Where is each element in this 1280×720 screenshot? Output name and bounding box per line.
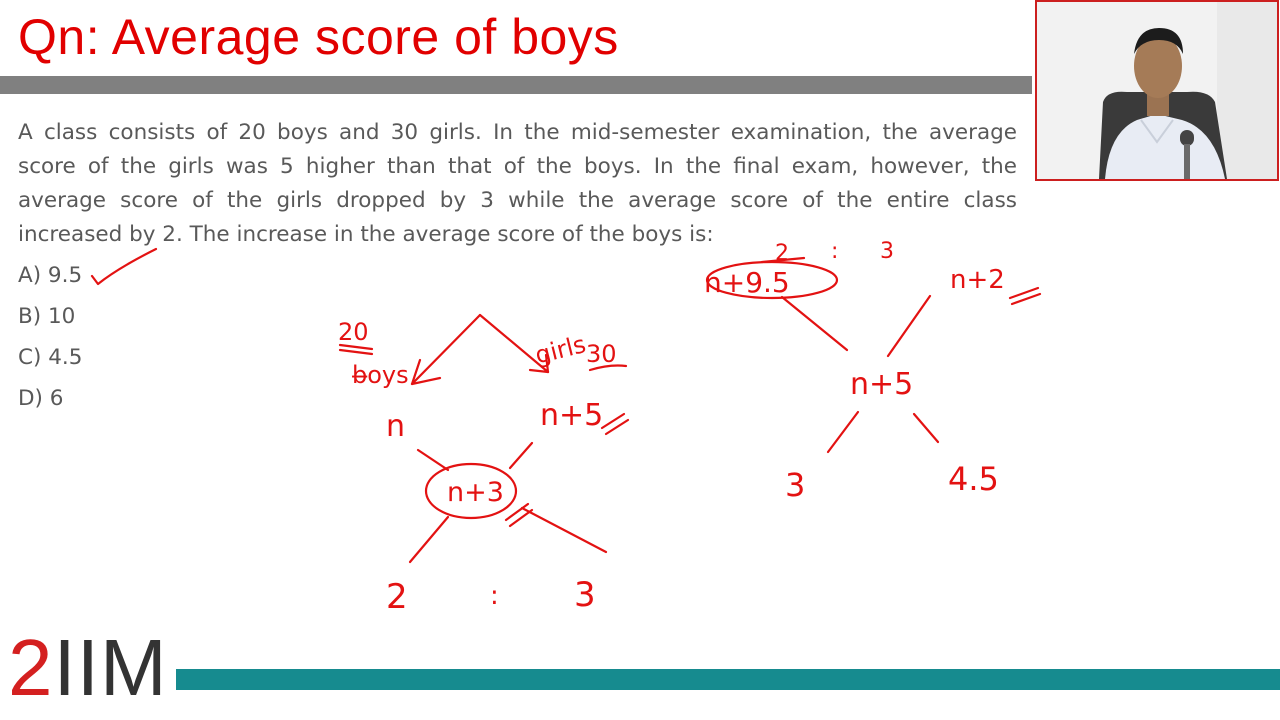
underline xyxy=(340,345,372,349)
logo-letters: IIM xyxy=(53,623,168,712)
option-a: A) 9.5 xyxy=(18,263,83,288)
right-mean: n+5 xyxy=(850,367,914,402)
ratio-sep: : xyxy=(490,581,499,611)
top-ratio-sep: : xyxy=(831,239,839,264)
mean-label: n+3 xyxy=(447,477,504,508)
ratio-left: 2 xyxy=(386,577,408,617)
arrow-to-boys xyxy=(412,315,480,384)
2iim-logo xyxy=(8,623,168,712)
tick-mark xyxy=(92,249,156,284)
question-text: A class consists of 20 boys and 30 girls. In the mid-semester examination, the average score of the girls was 5 higher than that of the boys. In the final exam, however, the average score of the girls dropped by 3 while the average score of the entire class increased by 2. The increase in the average score of the boys is: xyxy=(18,120,1017,247)
presenter-video xyxy=(1035,0,1279,181)
count-boys: 20 xyxy=(338,318,369,346)
label-boys: b̶oys xyxy=(352,361,409,389)
footer-bar xyxy=(176,669,1280,690)
count-girls: 30 xyxy=(586,340,617,368)
ratio-right: 3 xyxy=(574,575,596,615)
double-tick xyxy=(602,414,628,434)
option-b: B) 10 xyxy=(18,304,76,329)
option-c: C) 4.5 xyxy=(18,345,83,370)
left-diagram xyxy=(338,315,628,617)
boys-avg-circle xyxy=(707,262,837,298)
option-d: D) 6 xyxy=(18,386,64,411)
title-underline-bar xyxy=(0,76,1032,94)
top-ratio-left: 2 xyxy=(775,241,789,266)
diff-right: 4.5 xyxy=(948,460,999,498)
slide-title: Qn: Average score of boys xyxy=(18,9,619,65)
logo-digit: 2 xyxy=(8,623,54,712)
diff-left: 3 xyxy=(785,466,806,504)
presenter-figure xyxy=(1037,2,1277,179)
girls-avg: n+5 xyxy=(540,398,604,433)
top-ratio-right: 3 xyxy=(880,239,894,264)
right-diagram xyxy=(704,239,1040,504)
answer-options xyxy=(18,259,82,423)
boys-avg: n xyxy=(386,409,406,444)
label-girls: girls xyxy=(532,330,589,370)
right-boys-avg: n+9.5 xyxy=(704,266,790,299)
mean-circle xyxy=(426,464,516,518)
right-girls-avg: n+2 xyxy=(950,265,1005,295)
arrow-to-girls xyxy=(480,315,548,372)
